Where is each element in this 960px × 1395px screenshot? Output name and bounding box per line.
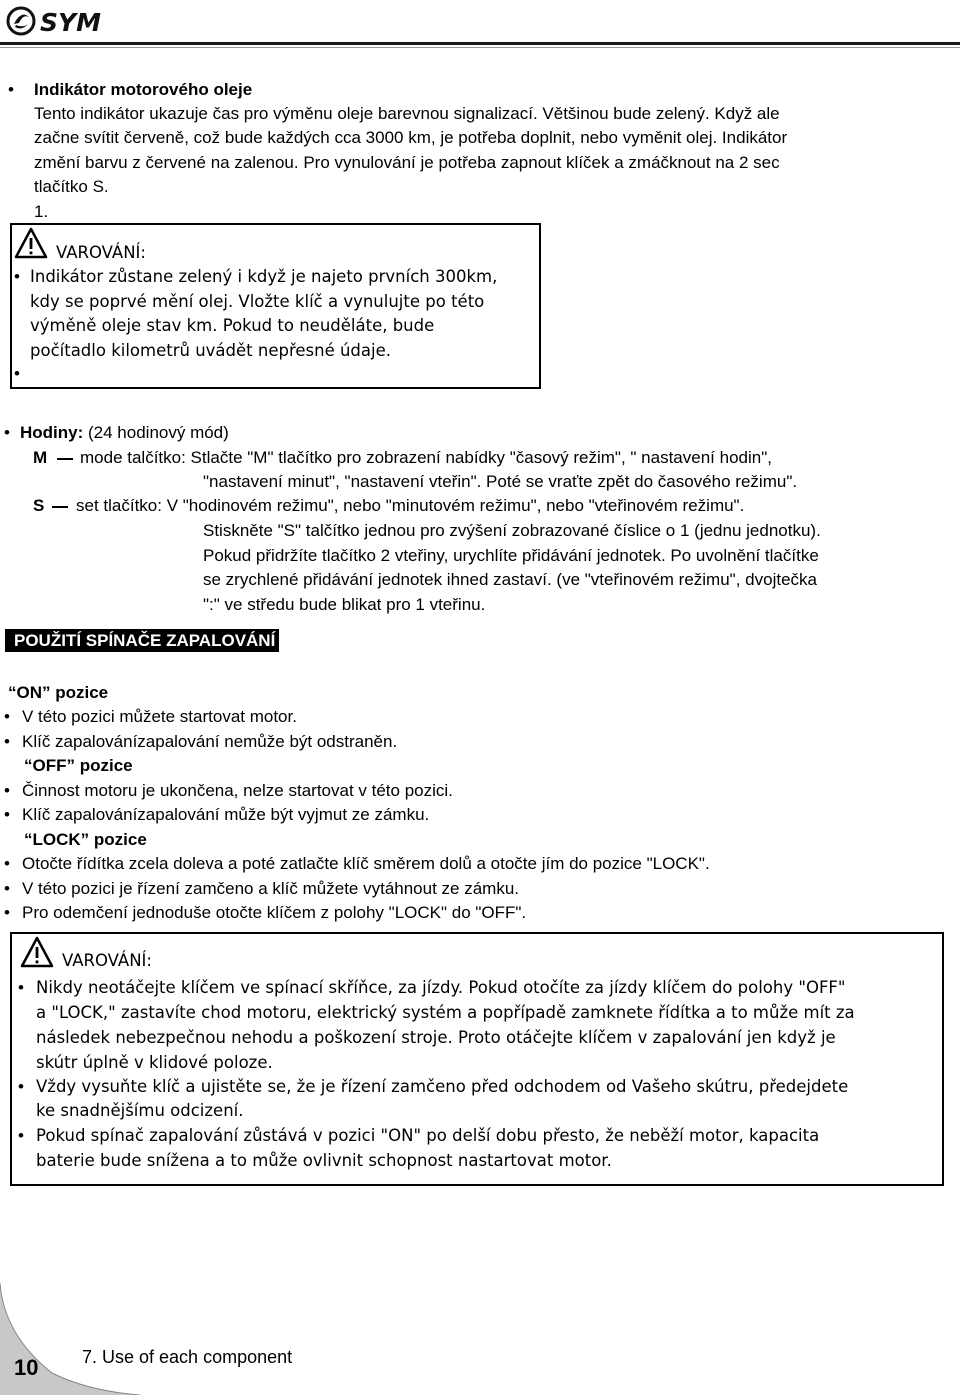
header-rule bbox=[0, 42, 960, 45]
warning-title: VAROVÁNÍ: bbox=[62, 951, 152, 970]
section-banner: POUŽITÍ SPÍNAČE ZAPALOVÁNÍ bbox=[5, 629, 279, 652]
lock-suffix: pozice bbox=[89, 830, 147, 849]
off-title: OFF bbox=[32, 756, 67, 775]
m-key-label: M bbox=[33, 448, 48, 467]
clock-title-rest: (24 hodinový mód) bbox=[83, 423, 229, 442]
warning-triangle-icon bbox=[20, 936, 54, 968]
oil-line: tlačítko S. bbox=[34, 177, 109, 196]
header-rule-thin bbox=[0, 47, 960, 48]
bullet: • bbox=[14, 364, 20, 383]
bullet: • bbox=[18, 978, 24, 997]
warning-line: Indikátor zůstane zelený i když je najeto prvních 300km, bbox=[30, 267, 498, 286]
off-item: Klíč zapalovánízapalování může být vyjmut ze zámku. bbox=[22, 805, 430, 824]
footer-section: 7. Use of each component bbox=[82, 1347, 293, 1367]
on-suffix: pozice bbox=[50, 683, 109, 702]
s-key-text: set tlačítko: V "hodinovém režimu", nebo "minutovém režimu", nebo "vteřinovém režimu". bbox=[76, 496, 745, 515]
bullet: • bbox=[4, 781, 10, 800]
warning-line: Pokud spínač zapalování zůstává v pozici "ON" po delší dobu přesto, že neběží motor, kapacita bbox=[36, 1126, 820, 1145]
lock-item: Otočte řídítka zcela doleva a poté zatlačte klíč směrem dolů a otočte jím do pozice "LOCK". bbox=[22, 854, 710, 873]
warning-line: Vždy vysuňte klíč a ujistěte se, že je řízení zamčeno před odchodem od Vašeho skútru, předejdete bbox=[36, 1077, 849, 1096]
warning-line: a "LOCK," zastavíte chod motoru, elektrický systém a popřípadě zamknete řídítka a to může mít za bbox=[36, 1003, 855, 1022]
warning-line: počítadlo kilometrů uvádět nepřesné údaje. bbox=[30, 341, 392, 360]
lock-item: Pro odemčení jednoduše otočte klíčem z polohy "LOCK" do "OFF". bbox=[22, 903, 527, 922]
clock-title bbox=[20, 421, 229, 445]
oil-line: 1. bbox=[34, 202, 49, 221]
clock-title-bold: Hodiny: bbox=[20, 423, 84, 442]
on-heading: “ON” pozice bbox=[8, 683, 109, 702]
bullet: • bbox=[8, 80, 14, 99]
lock-item: V této pozici je řízení zamčeno a klíč můžete vytáhnout ze zámku. bbox=[22, 879, 520, 898]
on-item: Klíč zapalovánízapalování nemůže být odstraněn. bbox=[22, 732, 398, 751]
s-key-line: se zrychlené přidávání jednotek ihned zastaví. (ve "vteřinovém režimu", dvojtečka bbox=[203, 570, 817, 589]
warning-triangle-icon bbox=[14, 227, 48, 259]
bullet: • bbox=[18, 1077, 24, 1096]
bullet: • bbox=[4, 805, 10, 824]
logo-text: SYM bbox=[40, 8, 101, 37]
m-key-text: "nastavení minut", "nastavení vteřin". Poté se vraťte zpět do časového režimu". bbox=[203, 472, 798, 491]
warning-line: kdy se poprvé mění olej. Vložte klíč a vynulujte po této bbox=[30, 292, 485, 311]
warning-title: VAROVÁNÍ: bbox=[56, 243, 146, 262]
bullet: • bbox=[4, 879, 10, 898]
page-number: 10 bbox=[14, 1355, 39, 1380]
bullet: • bbox=[4, 423, 10, 442]
oil-line: změní barvu z červené na zalenou. Pro vynulování je potřeba zapnout klíček a zmáčknout na 2 sec bbox=[34, 153, 780, 172]
warning-line: skútr úplně v klidové poloze. bbox=[36, 1053, 273, 1072]
oil-title: Indikátor motorového oleje bbox=[34, 80, 253, 99]
m-key-text: mode talčítko: Stlačte "M" tlačítko pro zobrazení nabídky "časový režim", " nastavení hodin", bbox=[80, 448, 772, 467]
bullet: • bbox=[4, 903, 10, 922]
bullet: • bbox=[4, 707, 10, 726]
warning-line: výměně oleje stav km. Pokud to neuděláte, bude bbox=[30, 316, 435, 335]
s-key-line: Stiskněte "S" talčítko jednou pro zvýšení zobrazované číslice o 1 (jednu jednotku). bbox=[203, 521, 821, 540]
s-key-label: S bbox=[33, 496, 45, 515]
off-suffix: pozice bbox=[75, 756, 133, 775]
on-item: V této pozici můžete startovat motor. bbox=[22, 707, 297, 726]
on-title: ON bbox=[16, 683, 42, 702]
bullet: • bbox=[4, 854, 10, 873]
warning-line: ke snadnějšímu odcizení. bbox=[36, 1101, 244, 1120]
oil-line: začne svítit červeně, což bude každých cca 3000 km, je potřeba doplnit, nebo vyměnit olej. Indikátor bbox=[34, 128, 788, 147]
bullet: • bbox=[18, 1126, 24, 1145]
oil-line: Tento indikátor ukazuje čas pro výměnu oleje barevnou signalizací. Většinou bude zelený. Když ale bbox=[34, 104, 780, 123]
lock-title: LOCK bbox=[32, 830, 81, 849]
warning-line: následek nebezpečnou nehodu a poškození stroje. Proto otáčejte klíčem v zapalování jen když je bbox=[36, 1028, 836, 1047]
sym-logo bbox=[6, 4, 110, 38]
off-heading: “OFF” pozice bbox=[24, 756, 133, 775]
lock-heading: “LOCK” pozice bbox=[24, 830, 147, 849]
s-key-line: ":" ve středu bude blikat pro 1 vteřinu. bbox=[203, 595, 486, 614]
warning-line: Nikdy neotáčejte klíčem ve spínací skříňce, za jízdy. Pokud otočíte za jízdy klíčem do polohy "OFF" bbox=[36, 978, 846, 997]
off-item: Činnost motoru je ukončena, nelze startovat v této pozici. bbox=[22, 781, 453, 800]
bullet: • bbox=[4, 732, 10, 751]
s-key-line: Pokud přidržíte tlačítko 2 vteřiny, urychlíte přidávání jednotek. Po uvolnění tlačítke bbox=[203, 546, 819, 565]
bullet: • bbox=[14, 267, 20, 286]
dash bbox=[52, 506, 68, 508]
dash bbox=[57, 458, 73, 460]
warning-line: baterie bude snížena a to může ovlivnit schopnost nastartovat motor. bbox=[36, 1151, 612, 1170]
